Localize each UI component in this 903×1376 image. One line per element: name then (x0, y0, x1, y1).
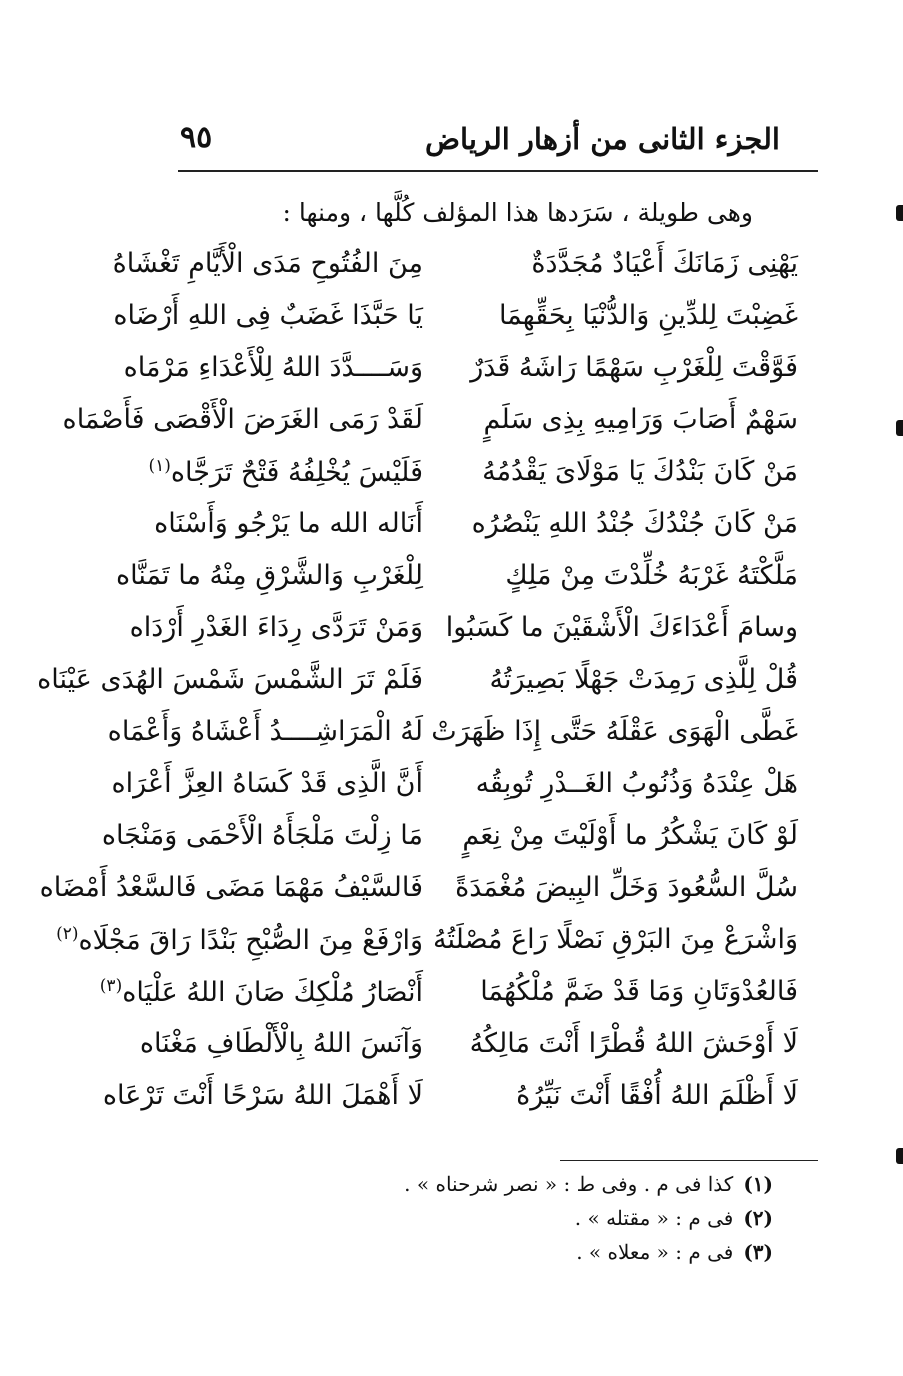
first-hemistich: يَهْنِى زَمَانَكَ أَعْيَادٌ مُجَدَّدَةٌ (531, 248, 798, 279)
second-hemistich (56, 924, 423, 970)
second-hemistich-text: وَمَنْ تَرَدَّى رِدَاءَ الغَدْرِ أَرْدَاه (129, 612, 423, 643)
first-hemistich: قُلْ لِلَّذِى رَمِدَتْ جَهْلًا بَصِيرَتُهُ (489, 664, 798, 695)
running-title: الجزء الثانى من أزهار الرياض (424, 122, 780, 156)
second-hemistich (98, 768, 423, 814)
footnote-marker: (٣) (99, 976, 123, 996)
second-hemistich-text: فَلَيْسَ يُخْلِفُهُ فَتْحٌ تَرَجَّاه (170, 457, 423, 488)
second-hemistich-text: لَا أَهْمَلَ اللهُ سَرْحًا أَنْتَ تَرْعَاه (102, 1080, 423, 1111)
footnote-rule (560, 1160, 818, 1161)
verse-line (0, 344, 903, 400)
footnote-marker: (١) (148, 456, 171, 476)
second-hemistich-text: وَآنَسَ اللهُ بِالْأَلْطَافِ مَغْنَاه (139, 1028, 423, 1059)
footnote-text: كذا فى م . وفى ط : « نصر شرحناه » . (404, 1172, 734, 1196)
second-hemistich-text: لِلْغَرْبِ وَالشَّرْقِ مِنْهُ ما تَمَنَّاه (116, 560, 423, 591)
verse-line (0, 448, 903, 504)
second-hemistich (98, 352, 423, 398)
first-hemistich: مَنْ كَانَ بَنْدُكَ يَا مَوْلَاىَ يَقْدُمُهُ (482, 456, 798, 487)
verse-line (0, 292, 903, 348)
second-hemistich-text: لَقَدْ رَمَى الغَرَضَ الْأَقْصَى فَأَصْمَاه (62, 404, 423, 435)
first-hemistich: سُلَّ السُّعُودَ وَخَلِّ البِيضَ مُغْمَدَةً (455, 872, 798, 903)
first-hemistich: لَوْ كَانَ يَشْكُرُ ما أَوْلَيْتَ مِنْ نِعَمٍ (462, 820, 798, 851)
verse-line (0, 1072, 903, 1128)
second-hemistich-text: مِنَ الفُتُوحِ مَدَى الْأَيَّامِ تَغْشَاهُ (112, 248, 423, 279)
first-hemistich: هَلْ عِنْدَهُ وَذُنُوبُ الغَــدْرِ تُوبِقُه (475, 768, 798, 799)
first-hemistich: مَلَّكْتَهُ غَرْبَهُ خُلِّدْتَ مِنْ مَلِكٍ (505, 560, 798, 591)
second-hemistich (37, 664, 423, 710)
first-hemistich: وَاشْرَعْ مِنَ البَرْقِ نَصْلًا رَاعَ مُصْلَتُهُ (433, 924, 798, 955)
verse-line (0, 500, 903, 556)
first-hemistich: لَا أَوْحَشَ اللهُ قُطْرًا أَنْتَ مَالِكُهُ (469, 1028, 798, 1059)
second-hemistich (98, 612, 423, 658)
verse-line (0, 708, 903, 764)
second-hemistich-text: مَا زِلْتَ مَلْجَأَهُ الْأَحْمَى وَمَنْجَاه (101, 820, 423, 851)
first-hemistich: مَنْ كَانَ جُنْدُكَ جُنْدُ اللهِ يَنْصُرُه (471, 508, 798, 539)
second-hemistich (62, 404, 423, 450)
second-hemistich-text: وَسَــــدَّدَ اللهُ لِلْأَعْدَاءِ مَرْمَاه (123, 352, 423, 383)
verse-line (0, 396, 903, 452)
second-hemistich (98, 560, 423, 606)
verse-line (0, 760, 903, 816)
verse-line (0, 812, 903, 868)
first-hemistich: فَوَّقْتَ لِلْغَرْبِ سَهْمًا رَاشَهُ قَدَرٌ (470, 352, 798, 383)
second-hemistich (98, 716, 423, 762)
verse-line (0, 1020, 903, 1076)
second-hemistich (98, 1080, 423, 1126)
second-hemistich (98, 1028, 423, 1074)
footnote-number: (٢) (743, 1206, 773, 1230)
verse-line (0, 656, 903, 712)
second-hemistich-text: فَلَمْ تَرَ الشَّمْسَ شَمْسَ الهُدَى عَيْنَاه (37, 664, 423, 695)
second-hemistich-text: أَنَّ الَّذِى قَدْ كَسَاهُ العِزَّ أَعْرَاه (111, 768, 423, 799)
header-rule (178, 170, 818, 172)
first-hemistich: سَهْمٌ أَصَابَ وَرَامِيهِ بِذِى سَلَمٍ (483, 404, 798, 435)
verse-line (0, 968, 903, 1024)
first-hemistich: وسامَ أَعْدَاءَكَ الْأَشْقَيْنَ ما كَسَبُوا (445, 612, 798, 643)
second-hemistich-text: أَنْصَارُ مُلْكِكَ صَانَ اللهُ عَلْيَاه (122, 977, 423, 1008)
footnote-number: (١) (743, 1172, 773, 1196)
second-hemistich (98, 300, 423, 346)
second-hemistich (98, 820, 423, 866)
edge-mark (896, 205, 903, 221)
first-hemistich: فَالعُدْوَتَانِ وَمَا قَدْ ضَمَّ مُلْكُهُمَا (480, 976, 798, 1007)
second-hemistich-text: وَارْفَعْ مِنَ الصُّبْحِ بَنْدًا رَاقَ مَجْلَاه (78, 925, 423, 956)
second-hemistich (39, 872, 423, 918)
page-number: ٩٥ (180, 120, 213, 155)
verse-line (0, 552, 903, 608)
second-hemistich (98, 456, 423, 502)
second-hemistich-text: أَنَاله الله ما يَرْجُو وَأَسْنَاه (154, 508, 423, 539)
second-hemistich (98, 248, 423, 294)
second-hemistich-text: فَالسَّيْفُ مَهْمَا مَضَى فَالسَّعْدُ أَمْضَاه (39, 872, 423, 903)
footnote-number: (٣) (743, 1240, 773, 1264)
second-hemistich-text: يَا حَبَّذَا غَضَبٌ فِى اللهِ أَرْضَاه (113, 300, 423, 331)
verse-line (0, 240, 903, 296)
edge-mark (896, 1148, 903, 1164)
first-hemistich: غَطَّى الْهَوَى عَقْلَهُ حَتَّى إِذَا ظَهَرَتْ (431, 716, 798, 747)
second-hemistich (98, 508, 423, 554)
footnotes (213, 1172, 773, 1274)
first-hemistich: غَضِبْتَ لِلدِّينِ وَالدُّنْيَا بِحَقِّهِمَا (498, 300, 798, 331)
verse-line (0, 604, 903, 660)
page-header (180, 118, 820, 168)
footnote-marker: (٢) (56, 924, 79, 944)
first-hemistich: لَا أَظْلَمَ اللهُ أُفْقًا أَنْتَ نَيِّرُهُ (516, 1080, 798, 1111)
footnote (213, 1206, 773, 1240)
verse-line (0, 864, 903, 920)
edge-mark (896, 420, 903, 436)
footnote (213, 1240, 773, 1274)
second-hemistich (98, 976, 423, 1022)
footnote-text: فى م : « معلاه » . (576, 1240, 734, 1264)
verse-line (0, 916, 903, 972)
footnote-text: فى م : « مقتله » . (574, 1206, 734, 1230)
footnote (213, 1172, 773, 1206)
second-hemistich-text: لَهُ الْمَرَاشِــــدُ أَعْشَاهُ وَأَعْمَاه (107, 716, 423, 747)
intro-line: وهى طويلة ، سَرَدها هذا المؤلف كُلَّها ، ومنها : (282, 198, 753, 227)
